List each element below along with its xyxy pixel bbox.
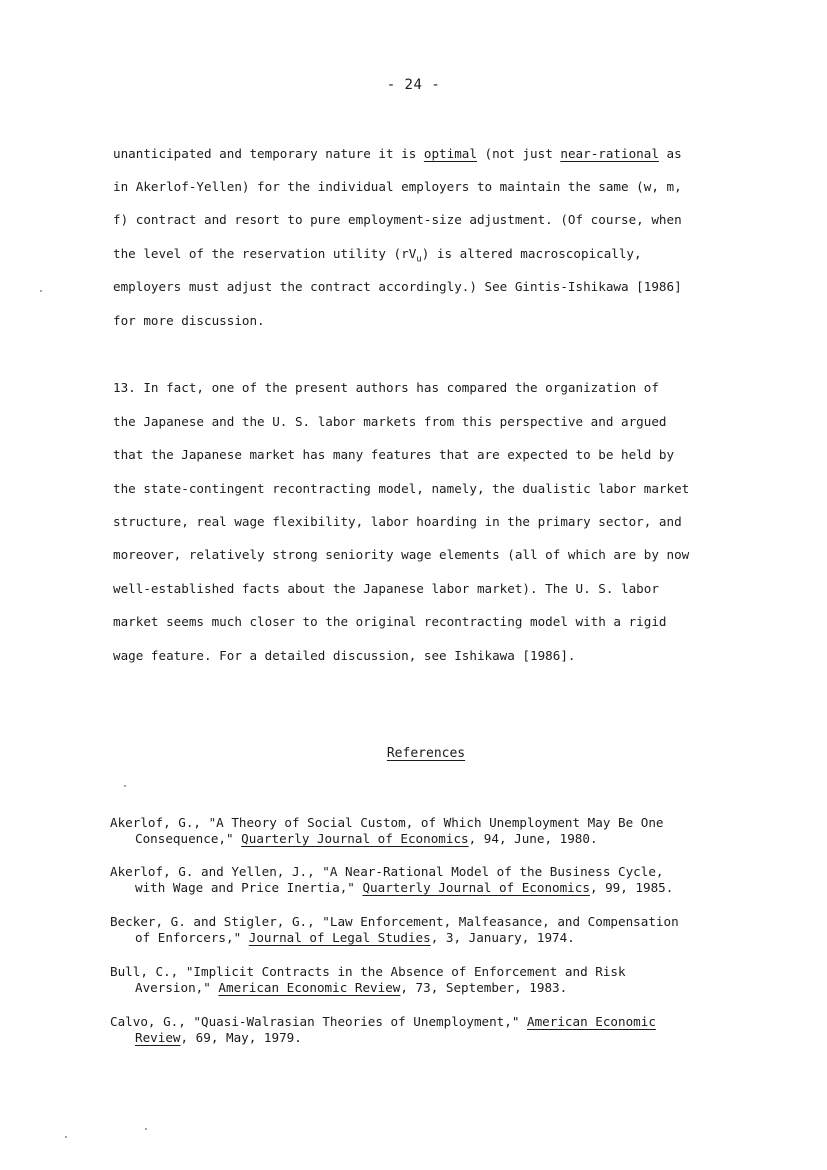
reference-line: Becker, G. and Stigler, G., "Law Enforcement, Malfeasance, and Compensation [110,914,679,929]
journal-title: American Economic [527,1014,656,1029]
text-run: , 99, 1985. [589,880,674,895]
reference-line: Bull, C., "Implicit Contracts in the Absence of Enforcement and Risk [110,964,626,979]
note-13-line: wage feature. For a detailed discussion, see Ishikawa [1986]. [113,648,576,663]
note-13-line: structure, real wage flexibility, labor hoarding in the primary sector, and [113,514,682,529]
scan-speck [40,290,42,292]
text-run: ) is altered macroscopically, [421,246,642,261]
text-run: unanticipated and temporary nature it is [113,146,424,161]
reference-line [110,930,750,946]
reference-entry [110,864,750,896]
references-heading: References [386,746,466,761]
scan-speck [124,785,126,787]
note-13-line: the state-contingent recontracting model, namely, the dualistic labor market [113,481,690,496]
reference-line: Akerlof, G. and Yellen, J., "A Near-Rational Model of the Business Cycle, [110,864,664,879]
note-12-line-2: in Akerlof-Yellen) for the individual employers to maintain the same (w, m, [113,179,682,194]
note-13-line: market seems much closer to the original recontracting model with a rigid [113,614,667,629]
text-run: of Enforcers," [135,930,249,945]
text-run: , 69, May, 1979. [180,1030,302,1045]
text-run: , 73, September, 1983. [400,980,568,995]
note-12-line-5: employers must adjust the contract accordingly.) See Gintis-Ishikawa [1986] [113,279,682,294]
journal-title: Review [135,1030,181,1045]
reference-line [110,980,750,996]
text-run: Calvo, G., "Quasi-Walrasian Theories of Unemployment," [110,1014,528,1029]
reference-entry [110,964,750,996]
reference-entry [110,1014,750,1046]
text-run: Consequence," [135,831,242,846]
note-13-line: the Japanese and the U. S. labor markets from this perspective and argued [113,414,667,429]
note-13-line: that the Japanese market has many features that are expected to be held by [113,447,675,462]
note-13-line: 13. In fact, one of the present authors has compared the organization of [113,380,659,395]
reference-entry [110,914,750,946]
note-12-line-6: for more discussion. [113,313,265,328]
reference-entry [110,815,750,847]
text-run: , 94, June, 1980. [468,831,598,846]
reference-line [110,880,750,896]
reference-line: Akerlof, G., "A Theory of Social Custom, of Which Unemployment May Be One [110,815,664,830]
text-run: (not just [476,146,561,161]
text-run: the level of the reservation utility (rV [113,246,417,261]
subscript-u: u [416,254,422,265]
note-12-line-3: f) contract and resort to pure employment-size adjustment. (Of course, when [113,212,682,227]
text-run: as [658,146,682,161]
reference-line [110,1030,750,1046]
scan-speck [145,1128,147,1130]
text-run: , 3, January, 1974. [430,930,575,945]
note-13-line: moreover, relatively strong seniority wage elements (all of which are by now [113,547,690,562]
scan-speck [65,1136,67,1138]
note-12-line-1 [113,145,753,163]
reference-line [110,1014,750,1030]
emphasis-near-rational: near-rational [560,146,659,161]
note-13-line: well-established facts about the Japanese labor market). The U. S. labor [113,581,659,596]
emphasis-optimal: optimal [423,146,477,161]
text-run: Aversion," [135,980,219,995]
text-run: with Wage and Price Inertia," [135,880,363,895]
journal-title: Quarterly Journal of Economics [241,831,469,846]
reference-line [110,831,750,847]
journal-title: Quarterly Journal of Economics [362,880,590,895]
journal-title: Journal of Legal Studies [248,930,431,945]
journal-title: American Economic Review [218,980,401,995]
note-12-line-4 [113,245,753,269]
page-number: - 24 - [386,77,441,93]
